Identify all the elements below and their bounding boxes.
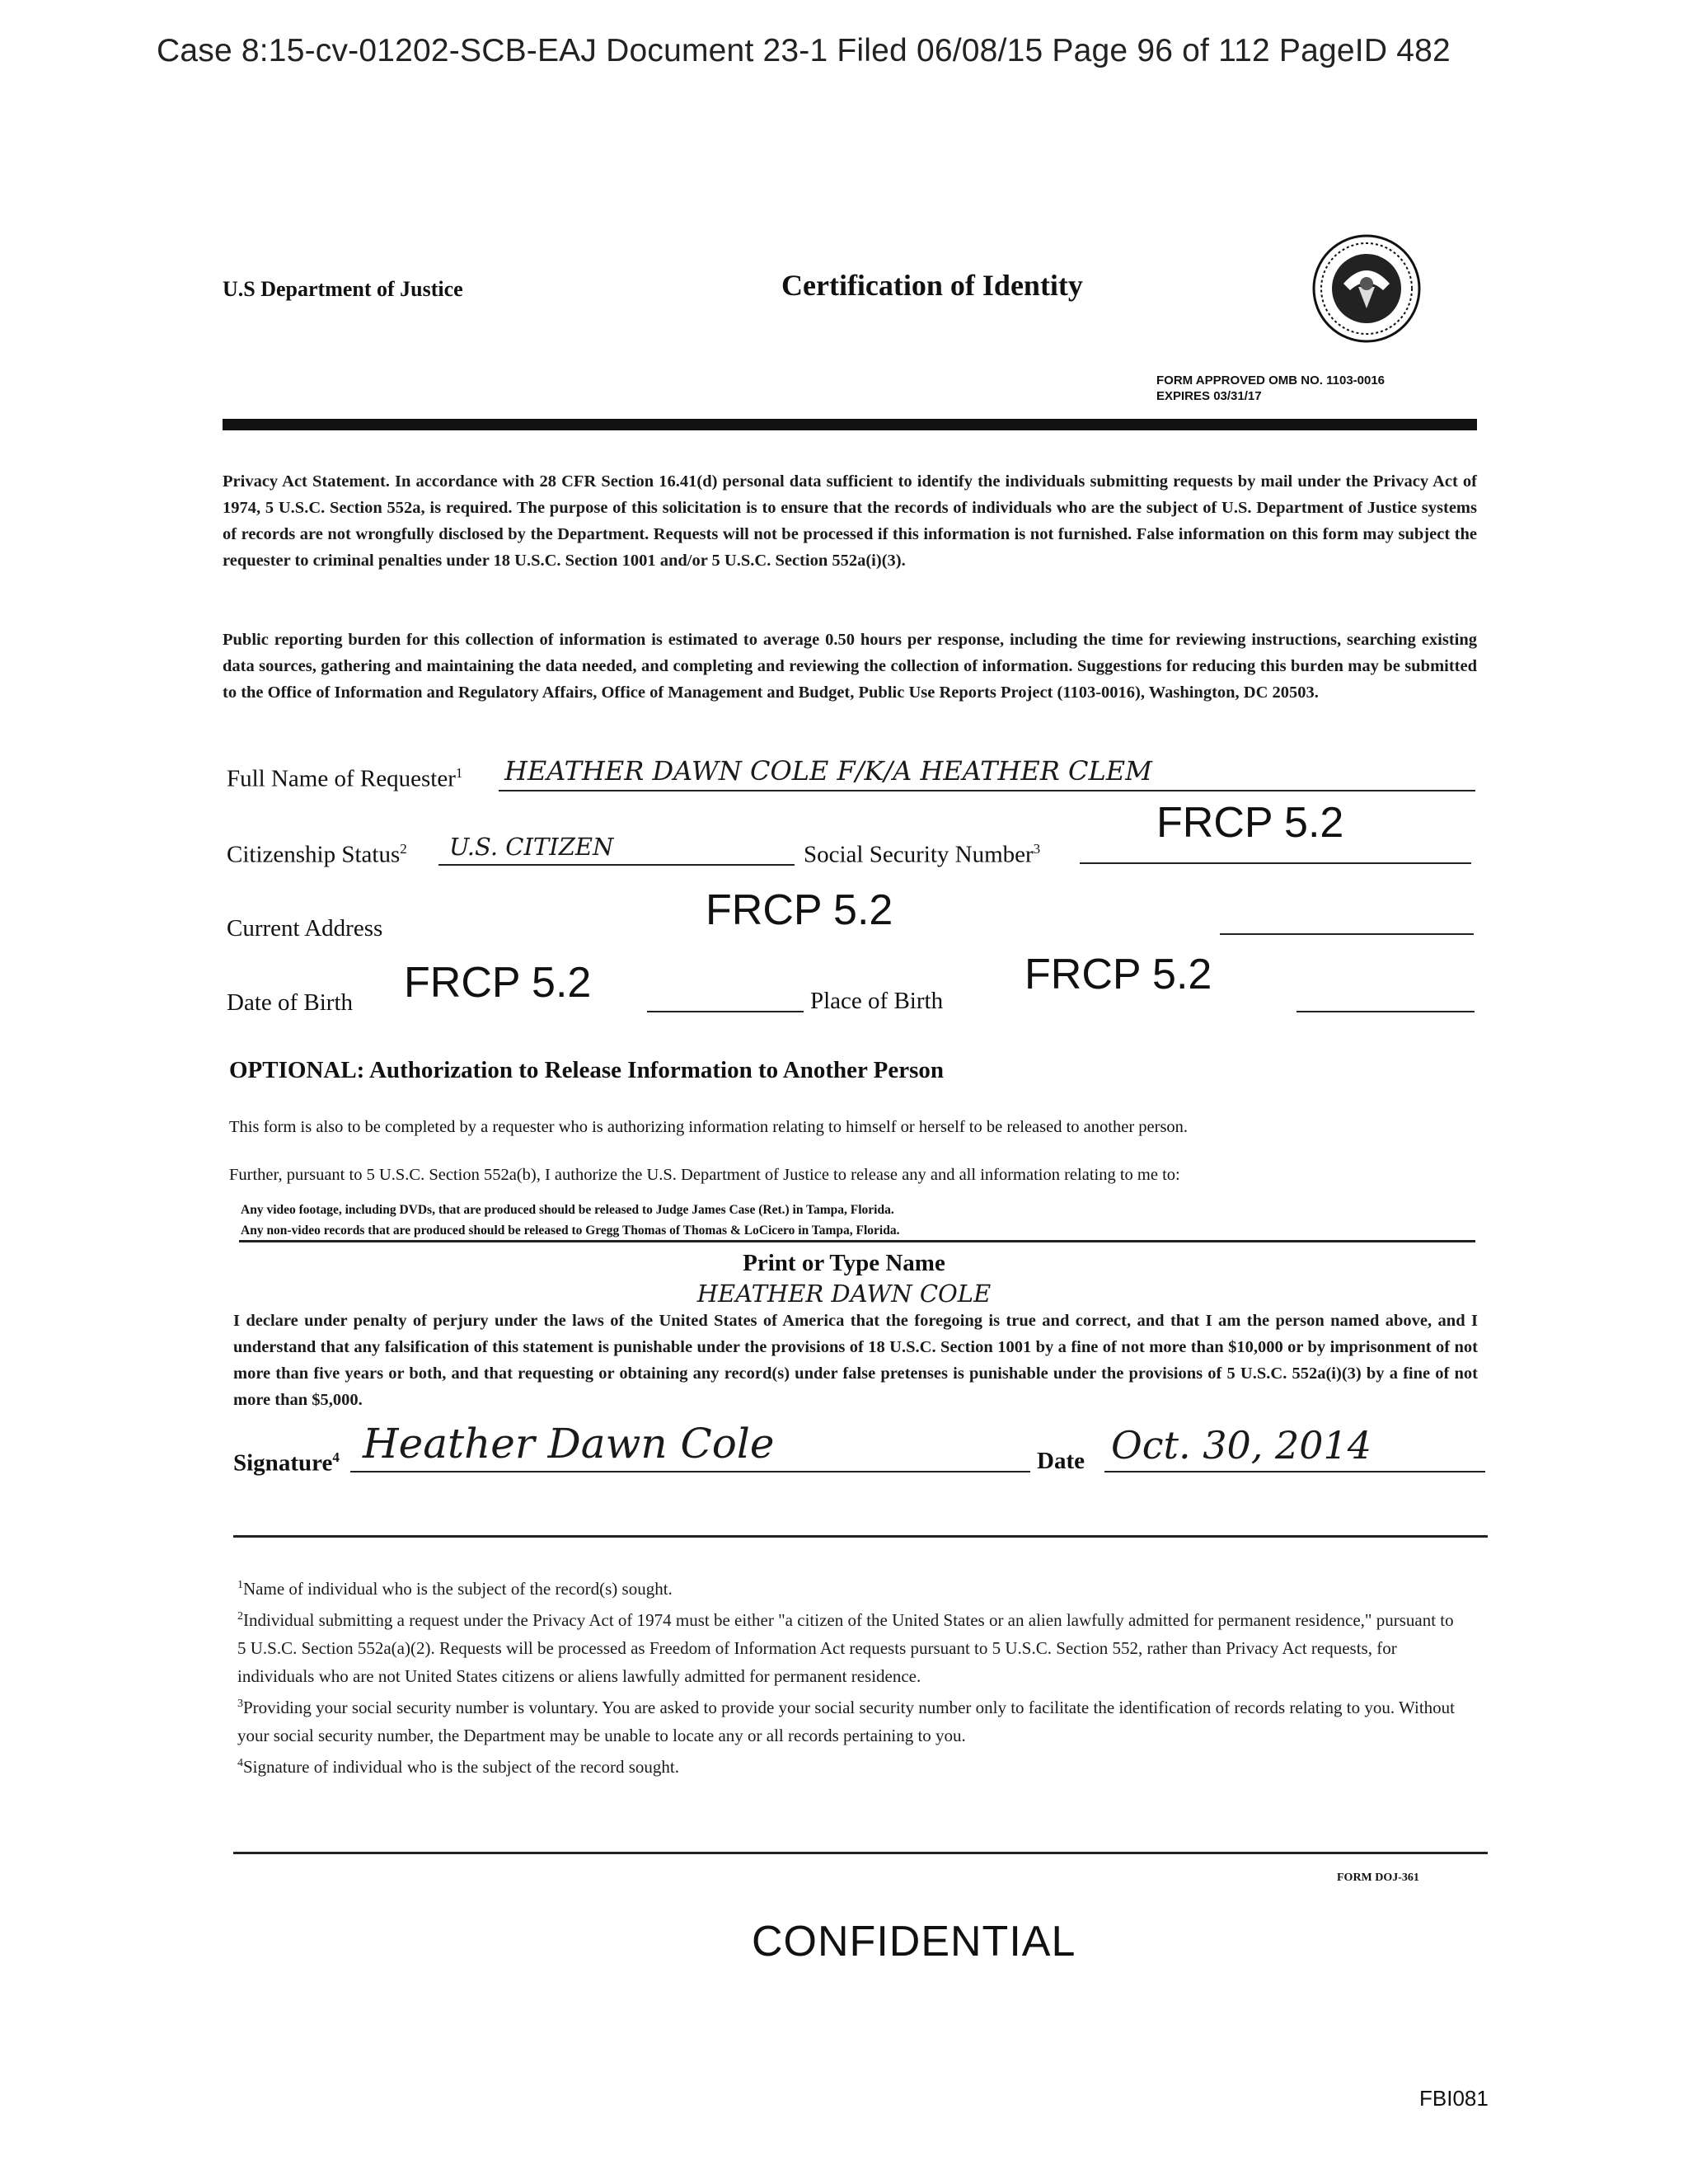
date-value[interactable]: Oct. 30, 2014 — [1111, 1423, 1372, 1468]
full-name-label: Full Name of Requester$^1$ — [227, 765, 463, 792]
date-label: Date — [1037, 1448, 1085, 1474]
footnote-3: $^3$Providing your social security number is voluntary. You are asked to provide your social security number only to facilitate the identification of records relating to you. Without your social security number, the Department may be unable to locate any or all records pertaining to you. — [237, 1698, 1455, 1745]
department-name: U.S Department of Justice — [223, 277, 463, 301]
citizenship-value[interactable]: U.S. CITIZEN — [449, 833, 614, 861]
ssn-label: Social Security Number$^3$ — [804, 841, 1041, 868]
form-approved: FORM APPROVED OMB NO. 1103-0016 — [1156, 373, 1386, 387]
case-header: Case 8:15-cv-01202-SCB-EAJ Document 23-1 Filed 06/08/15 Page 96 of 112 PageID 482 — [157, 33, 1451, 68]
signature-value[interactable]: Heather Dawn Cole — [363, 1420, 775, 1468]
pob-label: Place of Birth — [810, 988, 944, 1014]
ssn-redaction: FRCP 5.2 — [1156, 799, 1344, 847]
privacy-act-statement — [223, 468, 1477, 574]
privacy-heading: Privacy Act Statement. — [223, 472, 390, 491]
footnote-4: $^4$Signature of individual who is the subject of the record sought. — [237, 1757, 679, 1777]
dob-line — [647, 1011, 804, 1012]
dob-label: Date of Birth — [227, 989, 354, 1016]
release-line-records: Any non-video records that are produced should be released to Gregg Thomas of Thomas & LoCicero in Tampa, Florida. — [241, 1224, 900, 1238]
footnote-2: $^2$Individual submitting a request under the Privacy Act of 1974 must be either "a citizen of the United States or an alien lawfully admitted for permanent residence," pursuant to 5 U.S.C. Section 552a(a)(2). Requests will be processed as Freedom of Information Act requests pursuant to 5 U.S.C. Section 552, rather than Privacy Act requests, for individuals who are not United States citizens or aliens lawfully admitted for permanent residence. — [237, 1610, 1454, 1686]
footer-divider — [233, 1852, 1488, 1854]
dob-redaction: FRCP 5.2 — [404, 959, 592, 1007]
address-line — [1220, 933, 1474, 935]
pob-redaction: FRCP 5.2 — [1025, 951, 1212, 998]
declaration-text: I declare under penalty of perjury under the laws of the United States of America that the foregoing is true and correct, and that I am the person named above, and I understand that any falsification of this statement is punishable under the provisions of 18 U.S.C. Section 1001 by a fine of not more than $10,000 or by imprisonment of not more than five years or both, and that requesting or obtaining any record(s) under false pretenses is punishable under the provisions of 5 U.S.C. 552a(i)(3) by a fine of not more than $5,000. — [233, 1312, 1478, 1409]
release-line-video: Any video footage, including DVDs, that are produced should be released to Judge James Case (Ret.) in Tampa, Florida. — [241, 1203, 894, 1217]
form-number: FORM DOJ-361 — [1337, 1872, 1419, 1884]
print-name-label: Print or Type Name — [743, 1250, 945, 1276]
address-redaction: FRCP 5.2 — [706, 886, 893, 934]
footnote-1: $^1$Name of individual who is the subject of the record(s) sought. — [237, 1579, 673, 1599]
optional-intro: This form is also to be completed by a requester who is authorizing information relating to himself or herself to be released to another person. — [229, 1118, 1189, 1136]
form-title: Certification of Identity — [781, 269, 1083, 302]
privacy-text: In accordance with 28 CFR Section 16.41(d) personal data sufficient to identify the individuals submitting requests by mail under the Privacy Act of 1974, 5 U.S.C. Section 552a, is required. The purpose of this solicitation is to ensure that the records of individuals who are the subject of U.S. Department of Justice systems of records are not wrongfully disclosed by the Department. Requests will not be processed if this information is not furnished. False information on this form may subject the requester to criminal penalties under 18 U.S.C. Section 1001 and/or 5 U.S.C. Section 552a(i)(3). — [223, 472, 1477, 570]
form-expires: EXPIRES 03/31/17 — [1156, 389, 1262, 403]
full-name-value[interactable]: HEATHER DAWN COLE F/K/A HEATHER CLEM — [504, 755, 1152, 787]
citizenship-label: Citizenship Status$^2$ — [227, 841, 407, 868]
full-name-line — [499, 790, 1475, 791]
doj-seal-icon — [1311, 232, 1423, 345]
confidential-stamp: CONFIDENTIAL — [752, 1918, 1076, 1966]
release-divider — [239, 1240, 1475, 1242]
pob-line — [1296, 1011, 1475, 1012]
burden-statement: Public reporting burden for this collection of information is estimated to average 0.50 hours per response, including the time for reviewing instructions, searching existing data sources, gathering and maintaining the data needed, and completing and reviewing the collection of information. Suggestions for reducing this burden may be submitted to the Office of Information and Regulatory Affairs, Office of Management and Budget, Public Use Reports Project (1103-0016), Washington, DC 20503. — [223, 631, 1477, 702]
date-line — [1104, 1471, 1485, 1472]
header-divider — [223, 419, 1477, 430]
signature-line — [350, 1471, 1030, 1472]
optional-heading: OPTIONAL: Authorization to Release Information to Another Person — [229, 1057, 944, 1083]
footnotes — [237, 1571, 1465, 1781]
signature-label: Signature$^4$ — [233, 1449, 340, 1477]
citizenship-line — [438, 864, 795, 866]
bates-number: FBI081 — [1419, 2086, 1489, 2111]
form-approval-block — [1156, 373, 1385, 404]
print-name-value[interactable]: HEATHER DAWN COLE — [696, 1280, 992, 1308]
ssn-line — [1080, 862, 1471, 864]
current-address-label: Current Address — [227, 915, 383, 942]
optional-further: Further, pursuant to 5 U.S.C. Section 552a(b), I authorize the U.S. Department of Justice to release any and all information relating to me to: — [229, 1166, 1180, 1184]
signature-divider — [233, 1535, 1488, 1538]
